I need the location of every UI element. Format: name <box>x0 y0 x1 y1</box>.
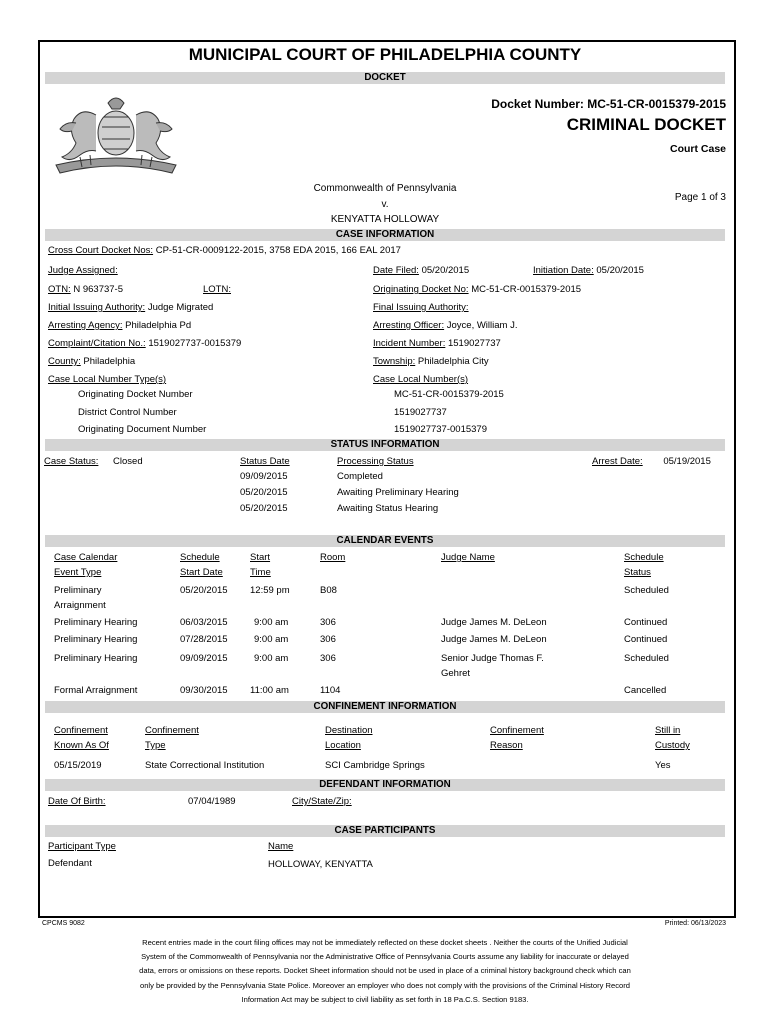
cal-event-cell: Preliminary Hearing <box>54 653 138 664</box>
cal-time-cell: 9:00 am <box>254 634 289 645</box>
form-code: CPCMS 9082 <box>42 920 85 927</box>
case-status-label: Case Status: <box>44 456 99 467</box>
incident-label: Incident Number: <box>373 338 446 349</box>
cal-header-event: Event Type <box>54 567 102 578</box>
cal-time-cell: 12:59 pm <box>250 585 290 596</box>
cal-header-date: Start Date <box>180 567 223 578</box>
initial-authority-label: Initial Issuing Authority: <box>48 302 146 313</box>
disclaimer-line: only be provided by the Pennsylvania State Police. Moreover an employer who does not comply with the provisions of the Criminal History Record <box>139 980 631 990</box>
initial-authority-row <box>48 302 213 313</box>
arresting-officer-row <box>373 320 517 331</box>
cross-court-value: CP-51-CR-0009122-2015, 3758 EDA 2015, 166 EAL 2017 <box>155 245 401 256</box>
otn-label: OTN: <box>48 284 71 295</box>
dob-label: Date Of Birth: <box>48 796 106 807</box>
case-information-heading: CASE INFORMATION <box>45 229 725 241</box>
incident-row <box>373 338 501 349</box>
cal-date-cell: 05/20/2015 <box>180 585 228 596</box>
cal-date-cell: 06/03/2015 <box>180 617 228 628</box>
court-title: MUNICIPAL COURT OF PHILADELPHIA COUNTY <box>188 45 582 64</box>
dob-value: 07/04/1989 <box>188 796 236 807</box>
disclaimer-line: Recent entries made in the court filing offices may not be immediately reflected on these docket sheets . Neither the courts of the Unified Judicial <box>142 938 628 947</box>
cal-event-cell: Preliminary Hearing <box>54 634 138 645</box>
cal-status-cell: Scheduled <box>624 585 669 596</box>
cal-header-room: Room <box>320 552 346 563</box>
conf-header-reason: Confinement <box>490 725 544 736</box>
status-date-cell: 09/09/2015 <box>240 471 288 482</box>
originating-docket-value: MC-51-CR-0015379-2015 <box>471 284 582 295</box>
judge-assigned-label: Judge Assigned: <box>48 265 118 276</box>
complaint-label: Complaint/Citation No.: <box>48 338 146 349</box>
cal-event-cell: Preliminary Hearing <box>54 617 138 628</box>
processing-status-cell: Completed <box>337 471 383 482</box>
conf-known-cell: 05/15/2019 <box>54 760 102 771</box>
page-number: Page 1 of 3 <box>674 192 726 203</box>
initiation-date-row <box>533 265 644 276</box>
originating-docket-row <box>373 284 581 295</box>
participant-name-cell: HOLLOWAY, KENYATTA <box>268 859 373 870</box>
defendant-heading: DEFENDANT INFORMATION <box>45 779 725 791</box>
cal-room-cell: 306 <box>320 634 336 645</box>
incident-value: 1519027737 <box>447 338 501 349</box>
complaint-value: 1519027737-0015379 <box>148 338 242 349</box>
printed-date: Printed: 06/13/2023 <box>664 920 726 927</box>
final-authority-label: Final Issuing Authority: <box>373 302 469 313</box>
conf-header-destination: Destination <box>325 725 373 736</box>
conf-header-destination: Location <box>325 740 361 751</box>
docket-bar: DOCKET <box>45 72 725 84</box>
initiation-date-label: Initiation Date: <box>533 265 594 276</box>
pennsylvania-seal-icon <box>46 93 186 175</box>
arrest-date-row <box>592 456 711 467</box>
otn-row <box>48 284 123 295</box>
complaint-row <box>48 338 241 349</box>
cal-date-cell: 09/30/2015 <box>180 685 228 696</box>
participants-heading: CASE PARTICIPANTS <box>45 825 725 837</box>
cal-header-time: Start <box>250 552 271 563</box>
arrest-date-value: 05/19/2015 <box>663 456 711 467</box>
cal-judge-cell: Judge James M. DeLeon <box>441 634 547 645</box>
local-type-item: Originating Docket Number <box>78 389 193 400</box>
arresting-agency-label: Arresting Agency: <box>48 320 123 331</box>
cal-event-cell: Formal Arraignment <box>54 685 138 696</box>
originating-docket-label: Originating Docket No: <box>373 284 469 295</box>
county-row <box>48 356 135 367</box>
confinement-heading: CONFINEMENT INFORMATION <box>45 701 725 713</box>
caption-line-2: v. <box>381 199 389 210</box>
cal-status-cell: Scheduled <box>624 653 669 664</box>
cal-time-cell: 9:00 am <box>254 653 289 664</box>
local-number-label: Case Local Number(s) <box>373 374 469 385</box>
docket-type: CRIMINAL DOCKET <box>566 115 726 134</box>
conf-type-cell: State Correctional Institution <box>145 760 265 771</box>
case-status-value: Closed <box>113 456 143 467</box>
cal-time-cell: 11:00 am <box>250 685 289 696</box>
date-filed-row <box>373 265 469 276</box>
cal-judge-cell: Judge James M. DeLeon <box>441 617 547 628</box>
local-type-item: District Control Number <box>78 407 177 418</box>
cal-room-cell: 306 <box>320 653 336 664</box>
county-label: County: <box>48 356 81 367</box>
township-value: Philadelphia City <box>417 356 489 367</box>
conf-custody-cell: Yes <box>655 760 671 771</box>
disclaimer <box>80 936 690 1007</box>
disclaimer-line: data, errors or omissions on these reports. Docket Sheet information should not be used in place of a criminal history background check which can <box>139 966 631 976</box>
case-status-row <box>44 456 143 467</box>
date-filed-label: Date Filed: <box>373 265 419 276</box>
local-number-item: MC-51-CR-0015379-2015 <box>394 389 504 400</box>
status-information-heading: STATUS INFORMATION <box>45 439 725 451</box>
lotn-label: LOTN: <box>203 284 231 295</box>
arresting-agency-value: Philadelphia Pd <box>125 320 192 331</box>
otn-value: N 963737-5 <box>73 284 123 295</box>
participant-name-header: Name <box>268 841 294 852</box>
cal-time-cell: 9:00 am <box>254 617 289 628</box>
local-type-label: Case Local Number Type(s) <box>48 374 167 385</box>
disclaimer-line: Information Act may be subject to civil liability as set forth in 18 Pa.C.S. Section 9183. <box>241 994 529 1004</box>
processing-status-cell: Awaiting Status Hearing <box>337 503 439 514</box>
cal-header-time: Time <box>250 567 271 578</box>
cal-room-cell: 1104 <box>320 685 341 696</box>
arresting-officer-label: Arresting Officer: <box>373 320 445 331</box>
cal-header-date: Schedule <box>180 552 220 563</box>
cal-status-cell: Continued <box>624 617 668 628</box>
case-kind: Court Case <box>669 143 726 155</box>
arresting-officer-value: Joyce, William J. <box>446 320 518 331</box>
cal-judge-cell: Senior Judge Thomas F. <box>441 653 544 664</box>
status-date-header: Status Date <box>240 456 290 467</box>
conf-header-custody: Custody <box>655 740 690 751</box>
participant-type-cell: Defendant <box>48 858 92 869</box>
cross-court-row <box>48 245 401 256</box>
cal-status-cell: Cancelled <box>624 685 667 696</box>
status-date-cell: 05/20/2015 <box>240 487 288 498</box>
date-filed-value: 05/20/2015 <box>421 265 470 276</box>
local-number-item: 1519027737 <box>394 407 447 418</box>
conf-header-reason: Reason <box>490 740 523 751</box>
cal-status-cell: Continued <box>624 634 668 645</box>
cal-header-judge: Judge Name <box>441 552 495 563</box>
arresting-agency-row <box>48 320 191 331</box>
cal-room-cell: B08 <box>320 585 337 596</box>
processing-status-header: Processing Status <box>337 456 414 467</box>
township-label: Township: <box>373 356 416 367</box>
cal-judge-cell: Gehret <box>441 668 471 679</box>
calendar-events-heading: CALENDAR EVENTS <box>45 535 725 547</box>
local-number-item: 1519027737-0015379 <box>394 424 487 435</box>
cal-header-event: Case Calendar <box>54 552 118 563</box>
city-state-zip-label: City/State/Zip: <box>292 796 352 807</box>
caption-line-3: KENYATTA HOLLOWAY <box>330 214 440 225</box>
conf-header-known: Known As Of <box>54 740 109 751</box>
conf-destination-cell: SCI Cambridge Springs <box>325 760 425 771</box>
conf-header-type: Type <box>145 740 166 751</box>
county-value: Philadelphia <box>83 356 136 367</box>
participant-type-header: Participant Type <box>48 841 116 852</box>
cross-court-label: Cross Court Docket Nos: <box>48 245 154 256</box>
arrest-date-label: Arrest Date: <box>592 456 643 467</box>
cal-room-cell: 306 <box>320 617 336 628</box>
status-date-cell: 05/20/2015 <box>240 503 288 514</box>
cal-event-cell: Arraignment <box>54 600 106 611</box>
local-type-item: Originating Document Number <box>78 424 207 435</box>
conf-header-type: Confinement <box>145 725 199 736</box>
cal-header-status: Schedule <box>624 552 664 563</box>
conf-header-known: Confinement <box>54 725 108 736</box>
caption-line-1: Commonwealth of Pennsylvania <box>313 183 457 194</box>
cal-header-status: Status <box>624 567 651 578</box>
cal-event-cell: Preliminary <box>54 585 102 596</box>
cal-date-cell: 07/28/2015 <box>180 634 228 645</box>
docket-number: Docket Number: MC-51-CR-0015379-2015 <box>491 97 726 111</box>
conf-header-custody: Still in <box>655 725 681 736</box>
initiation-date-value: 05/20/2015 <box>596 265 644 276</box>
initial-authority-value: Judge Migrated <box>147 302 214 313</box>
cal-date-cell: 09/09/2015 <box>180 653 228 664</box>
processing-status-cell: Awaiting Preliminary Hearing <box>337 487 459 498</box>
township-row <box>373 356 489 367</box>
disclaimer-line: System of the Commonwealth of Pennsylvania nor the Administrative Office of Pennsylvania Courts assume any liability for inaccurate or delayed <box>141 952 629 962</box>
